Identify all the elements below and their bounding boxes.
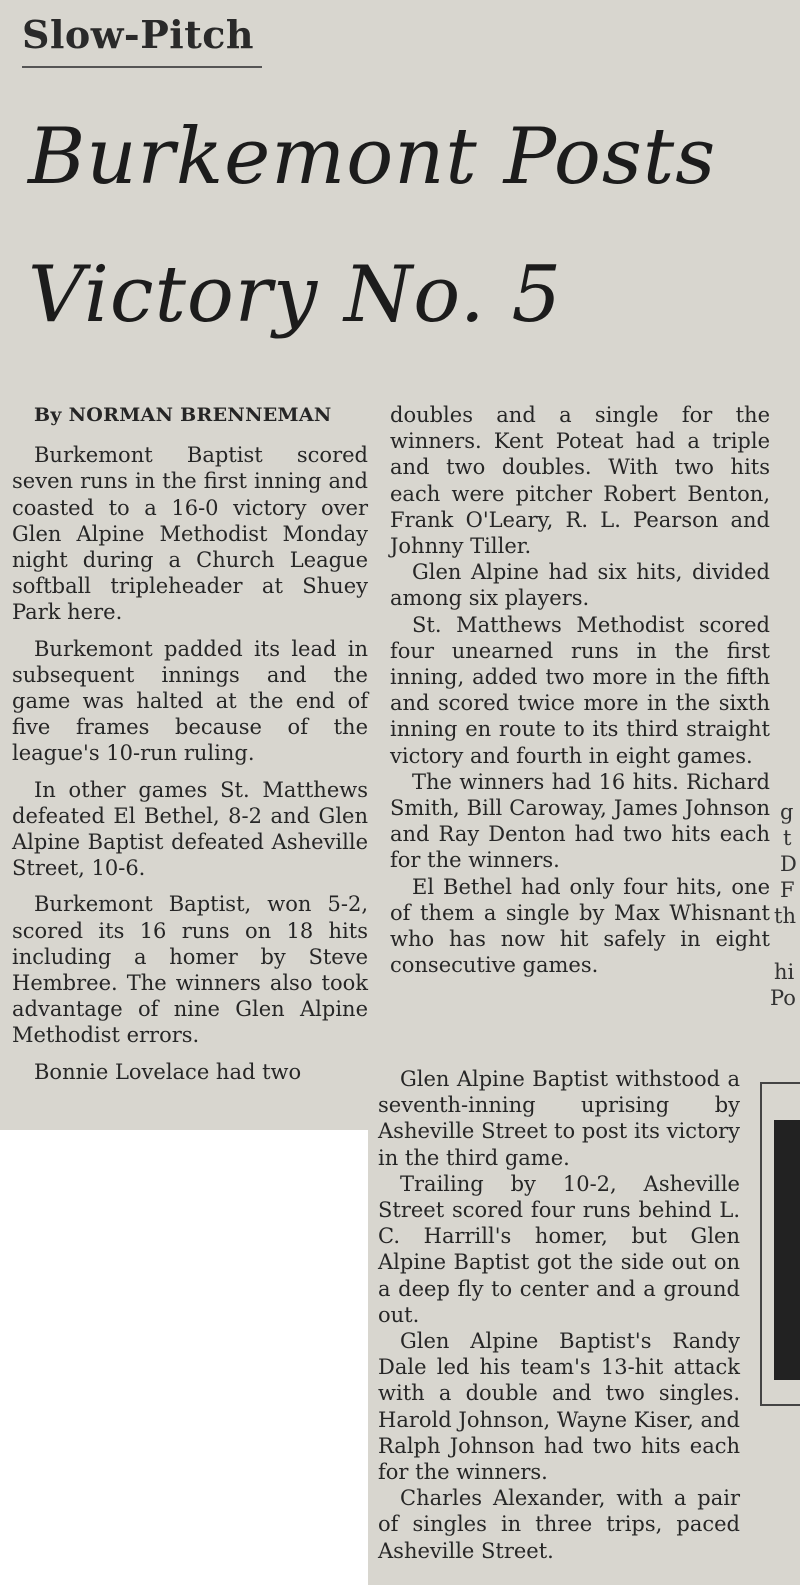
paragraph: St. Matthews Methodist scored four unearned runs in the first inning, added two more in the fifth and scored twice more in the sixth inning en route to its third straight victory and fourth in eight games. <box>390 612 770 768</box>
paragraph: Charles Alexander, with a pair of singles in three trips, paced Asheville Street. <box>378 1486 740 1563</box>
paragraph: In other games St. Matthews defeated El Bethel, 8-2 and Glen Alpine Baptist defeated Asheville Street, 10-6. <box>12 777 368 881</box>
edge-fragment: g <box>780 800 794 824</box>
edge-fragment: hi <box>774 960 795 984</box>
paragraph: The winners had 16 hits. Richard Smith, Bill Caroway, James Johnson and Ray Denton had two hits each for the winners. <box>390 769 770 873</box>
article-column-right-top <box>390 402 770 978</box>
paragraph: Glen Alpine Baptist withstood a seventh-inning uprising by Asheville Street to post its victory in the third game. <box>378 1067 740 1170</box>
byline: By NORMAN BRENNEMAN <box>34 404 332 426</box>
paragraph: Burkemont padded its lead in subsequent innings and the game was halted at the end of five frames because of the league's 10-run ruling. <box>12 636 368 766</box>
adjacent-box-fill <box>774 1120 800 1380</box>
edge-fragment: Po <box>770 986 796 1010</box>
edge-fragment: th <box>774 904 796 928</box>
kicker-rule <box>22 66 262 68</box>
article-column-left <box>12 402 368 1085</box>
paragraph: Burkemont Baptist scored seven runs in the first inning and coasted to a 16-0 victory over Glen Alpine Methodist Monday night during a Church League softball tripleheader at Shuey Park here. <box>12 443 368 625</box>
paragraph: Trailing by 10-2, Asheville Street scored four runs behind L. C. Harrill's homer, but Glen Alpine Baptist got the side out on a deep fly to center and a ground out. <box>378 1171 740 1327</box>
headline-line-1: Burkemont Posts <box>28 112 717 202</box>
paragraph: Burkemont Baptist, won 5-2, scored its 16 runs on 18 hits including a homer by Steve Hembree. The winners also took advantage of nine Glen Alpine Methodist errors. <box>12 892 368 1048</box>
edge-fragment: t <box>783 826 792 850</box>
headline-line-2: Victory No. 5 <box>28 250 563 340</box>
paragraph: Glen Alpine had six hits, divided among six players. <box>390 560 770 611</box>
kicker: Slow-Pitch <box>22 12 255 57</box>
paragraph: Bonnie Lovelace had two <box>34 1059 302 1084</box>
edge-fragment: D <box>780 852 797 876</box>
paragraph: doubles and a single for the winners. Kent Poteat had a triple and two doubles. With two hits each were pitcher Robert Benton, Frank O'Leary, R. L. Pearson and Johnny Tiller. <box>390 403 770 559</box>
paragraph: Glen Alpine Baptist's Randy Dale led his team's 13-hit attack with a double and two singles. Harold Johnson, Wayne Kiser, and Ralph Johnson had two hits each for the winners. <box>378 1329 740 1485</box>
article-column-right-bottom <box>378 1066 740 1564</box>
paragraph: El Bethel had only four hits, one of them a single by Max Whisnant who has now hit safely in eight consecutive games. <box>390 874 770 978</box>
edge-fragment: F <box>780 878 795 902</box>
